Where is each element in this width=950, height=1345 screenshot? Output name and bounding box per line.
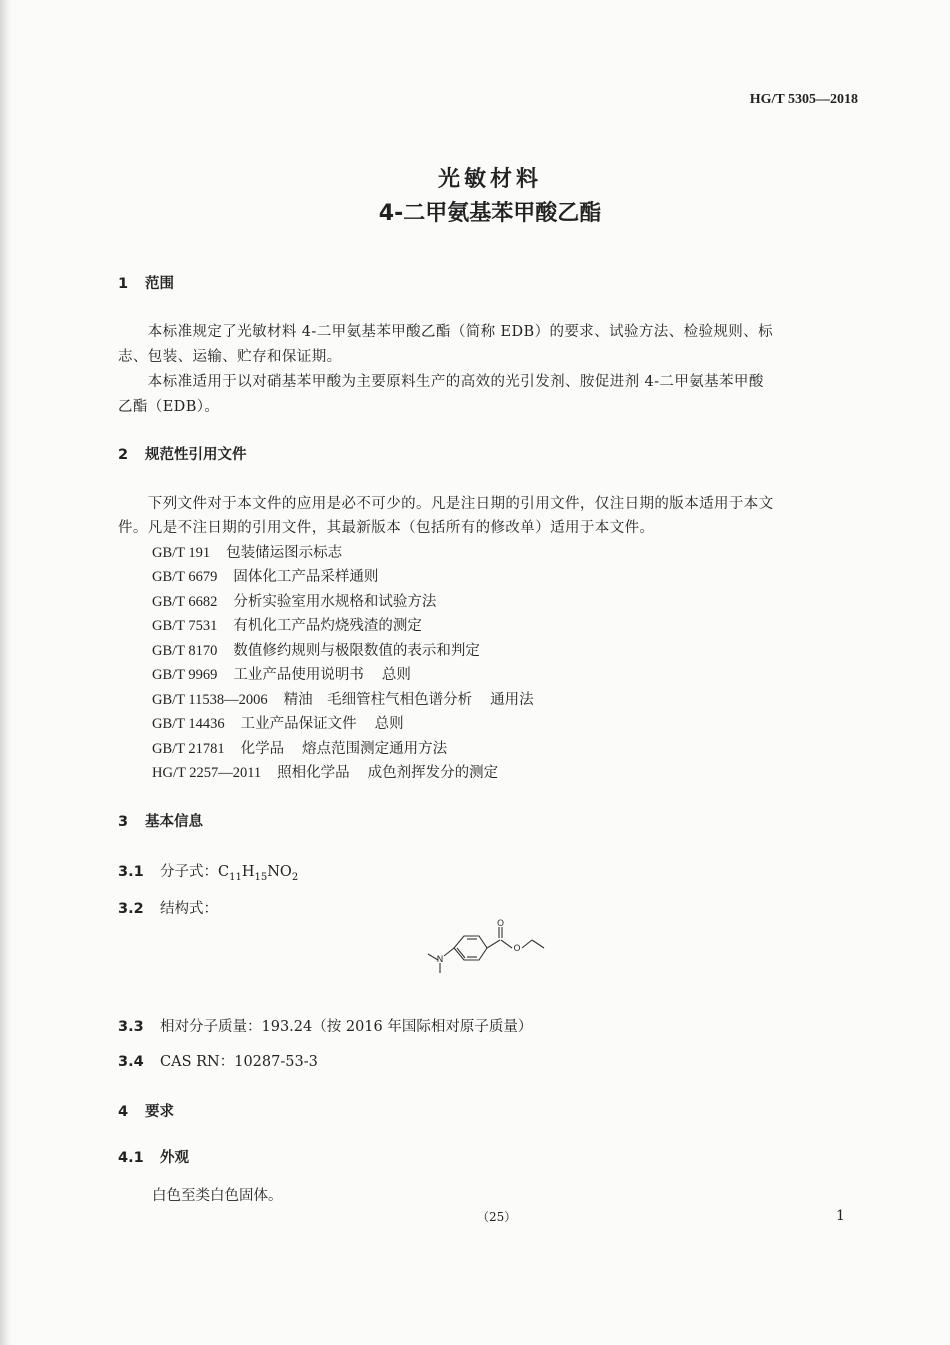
formula-element: C xyxy=(218,864,230,880)
ring-carbonyl-bond xyxy=(487,940,500,948)
section-number: 1 xyxy=(118,276,129,292)
reference-code: GB/T 191 xyxy=(152,545,211,561)
reference-code: GB/T 21781 xyxy=(152,741,225,757)
appearance-text: 白色至类白色固体。 xyxy=(152,1188,283,1204)
reference-subtitle: 熔点范围测定通用方法 xyxy=(302,741,448,757)
reference-item xyxy=(152,712,404,733)
reference-code: GB/T 11538—2006 xyxy=(152,692,268,708)
clause-number: 4.1 xyxy=(118,1150,144,1166)
reference-title: 工业产品使用说明书 xyxy=(233,667,364,683)
reference-title: 数值修约规则与极限数值的表示和判定 xyxy=(233,643,480,659)
clause-label: CAS RN： xyxy=(160,1054,235,1070)
reference-code: GB/T 8170 xyxy=(152,643,218,659)
molecular-mass-line xyxy=(118,1015,532,1036)
section-title: 范围 xyxy=(145,276,174,292)
molecular-formula-line xyxy=(118,860,298,883)
section-3-heading xyxy=(118,810,203,831)
reference-item xyxy=(152,663,411,684)
formula-subscript: 15 xyxy=(254,871,268,883)
ethyl-bond xyxy=(522,940,532,948)
appearance-clause xyxy=(118,1146,189,1167)
structural-formula-line xyxy=(118,897,218,918)
reference-item xyxy=(152,590,436,611)
ester-bond xyxy=(501,940,512,948)
section-4-heading xyxy=(118,1100,174,1121)
clause-label: 分子式： xyxy=(160,864,218,880)
section-2-heading xyxy=(118,443,247,464)
atom-label-n: N xyxy=(436,955,444,965)
formula-subscript: 2 xyxy=(291,871,299,883)
reference-title: 分析实验室用水规格和试验方法 xyxy=(233,594,437,610)
clause-number: 3.4 xyxy=(118,1054,144,1070)
ethyl-bond xyxy=(532,940,544,948)
reference-item xyxy=(152,541,342,562)
formula-element: H xyxy=(241,864,255,880)
reference-code: GB/T 7531 xyxy=(152,618,218,634)
clause-number: 3.1 xyxy=(118,864,144,880)
scope-paragraph-2-line-2: 乙酯（EDB）。 xyxy=(118,399,220,415)
reference-item xyxy=(152,639,480,660)
section-number: 3 xyxy=(118,814,129,830)
cas-number-line xyxy=(118,1050,318,1071)
reference-item xyxy=(152,565,378,586)
scope-paragraph-1-line-1: 本标准规定了光敏材料 4-二甲氨基苯甲酸乙酯（简称 EDB）的要求、试验方法、检验规则、标 xyxy=(118,324,774,340)
n-ring-bond xyxy=(444,948,454,956)
clause-number: 3.2 xyxy=(118,901,144,917)
reference-title: 固体化工产品采样通则 xyxy=(233,569,379,585)
clause-label: 相对分子质量： xyxy=(160,1019,262,1035)
title-line-2: 4-二甲氨基苯甲酸乙酯 xyxy=(378,201,602,226)
reference-subtitle: 成色剂挥发分的测定 xyxy=(367,765,499,781)
refs-intro-line-2: 件。凡是不注日期的引用文件，其最新版本（包括所有的修改单）适用于本文件。 xyxy=(118,520,655,536)
molecular-mass-value: 193.24（按 2016 年国际相对原子质量） xyxy=(261,1019,533,1035)
clause-number: 3.3 xyxy=(118,1019,144,1035)
page-number: 1 xyxy=(836,1208,845,1224)
clause-label: 外观 xyxy=(160,1150,189,1166)
section-1-heading xyxy=(118,272,174,293)
scope-paragraph-2-line-1: 本标准适用于以对硝基苯甲酸为主要原料生产的高效的光引发剂、胺促进剂 4-二甲氨基苯甲酸 xyxy=(118,374,764,390)
section-title: 要求 xyxy=(145,1104,174,1120)
reference-title: 照相化学品 xyxy=(277,765,350,781)
section-title: 基本信息 xyxy=(145,814,203,830)
reference-subtitle: 通用法 xyxy=(490,692,534,708)
reference-code: GB/T 6679 xyxy=(152,569,218,585)
reference-code: GB/T 6682 xyxy=(152,594,218,610)
benzene-ring xyxy=(454,936,487,960)
reference-title: 工业产品保证文件 xyxy=(240,716,357,732)
reference-code: GB/T 14436 xyxy=(152,716,225,732)
reference-item xyxy=(152,761,498,782)
reference-item xyxy=(152,614,422,635)
reference-item xyxy=(152,688,534,709)
reference-subtitle: 总则 xyxy=(374,716,404,732)
section-number: 4 xyxy=(118,1104,129,1120)
reference-title: 包装储运图示标志 xyxy=(226,545,343,561)
section-number: 2 xyxy=(118,447,129,463)
reference-title: 化学品 xyxy=(240,741,285,757)
refs-intro-line-1: 下列文件对于本文件的应用是必不可少的。凡是注日期的引用文件，仅注日期的版本适用于本文 xyxy=(118,496,774,512)
section-title: 规范性引用文件 xyxy=(145,447,247,463)
reference-code: GB/T 9969 xyxy=(152,667,218,683)
cas-number-value: 10287-53-3 xyxy=(234,1054,318,1070)
reference-title: 有机化工产品灼烧残渣的测定 xyxy=(233,618,422,634)
title-line-1: 光敏材料 xyxy=(437,167,542,192)
formula-subscript: 11 xyxy=(229,871,242,883)
clause-label: 结构式： xyxy=(160,901,218,917)
page-code: （25） xyxy=(477,1210,517,1224)
reference-subtitle: 总则 xyxy=(381,667,411,683)
atom-label-o: O xyxy=(513,944,521,954)
atom-label-o: O xyxy=(496,919,505,929)
standard-number: HG/T 5305—2018 xyxy=(749,92,858,107)
reference-title: 精油 毛细管柱气相色谱分析 xyxy=(283,692,473,708)
scope-paragraph-1-line-2: 志、包装、运输、贮存和保证期。 xyxy=(118,349,342,365)
structural-formula-diagram xyxy=(410,918,560,978)
reference-code: HG/T 2257—2011 xyxy=(152,765,262,781)
reference-item xyxy=(152,737,447,758)
formula-element: NO xyxy=(267,864,292,880)
